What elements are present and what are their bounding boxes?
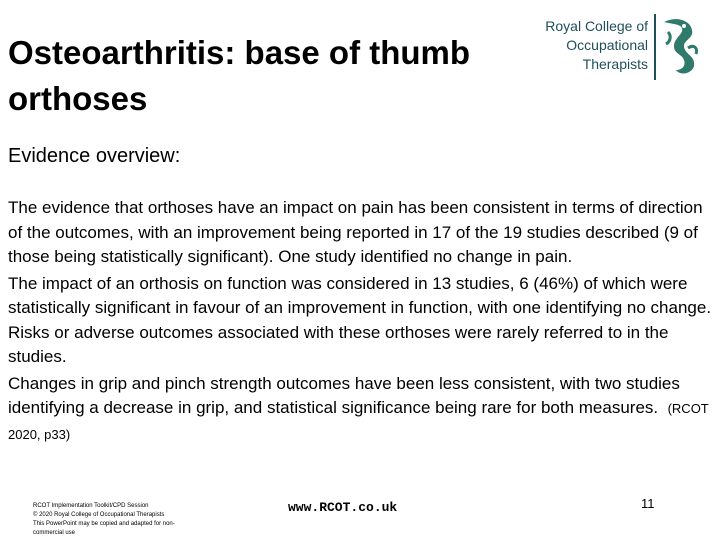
evidence-overview-heading: Evidence overview: xyxy=(8,145,181,167)
paragraph-grip xyxy=(8,372,712,448)
website-link[interactable]: www.RCOT.co.uk xyxy=(288,500,398,515)
rcot-logo xyxy=(536,14,706,80)
logo-line-1: Royal College of xyxy=(545,18,648,34)
slide-title: Osteoarthritis: base of thumb orthoses xyxy=(8,34,471,117)
footer-note-line-4: commercial use xyxy=(33,530,76,536)
paragraph-grip-text: Changes in grip and pinch strength outcomes have been less consistent, with two studies identifying a decrease in grip, and statistical significance being rare for both measures. xyxy=(8,373,680,417)
paragraph-pain: The evidence that orthoses have an impact on pain has been consistent in terms of direction of the outcomes, with an improvement being reported in 17 of the 19 studies described (9 of those being statistically significant). One study identified no change in pain. xyxy=(8,198,703,266)
footer-note-line-1: RCOT Implementation Toolkit/CPD Session xyxy=(33,503,149,509)
logo-line-2: Occupational xyxy=(566,37,648,53)
footer-note-line-2: © 2020 Royal College of Occupational Therapists xyxy=(33,512,165,518)
seahorse-emblem-icon xyxy=(654,14,702,80)
logo-text xyxy=(536,17,648,74)
citation: (RCOT 2020, p33) xyxy=(8,401,709,442)
footer-note-line-3: This PowerPoint may be copied and adapted for non- xyxy=(33,521,175,527)
footer-copyright-note xyxy=(33,502,223,538)
logo-line-3: Therapists xyxy=(582,56,648,72)
evidence-body xyxy=(8,196,712,449)
page-number: 11 xyxy=(641,496,655,511)
paragraph-function: The impact of an orthosis on function was considered in 13 studies, 6 (46%) of which were statistically significant in favour of an improvement in function, with one identifying no change. Risks or adverse outcomes associated with these orthoses were rarely referred to in the studies. xyxy=(8,273,712,366)
